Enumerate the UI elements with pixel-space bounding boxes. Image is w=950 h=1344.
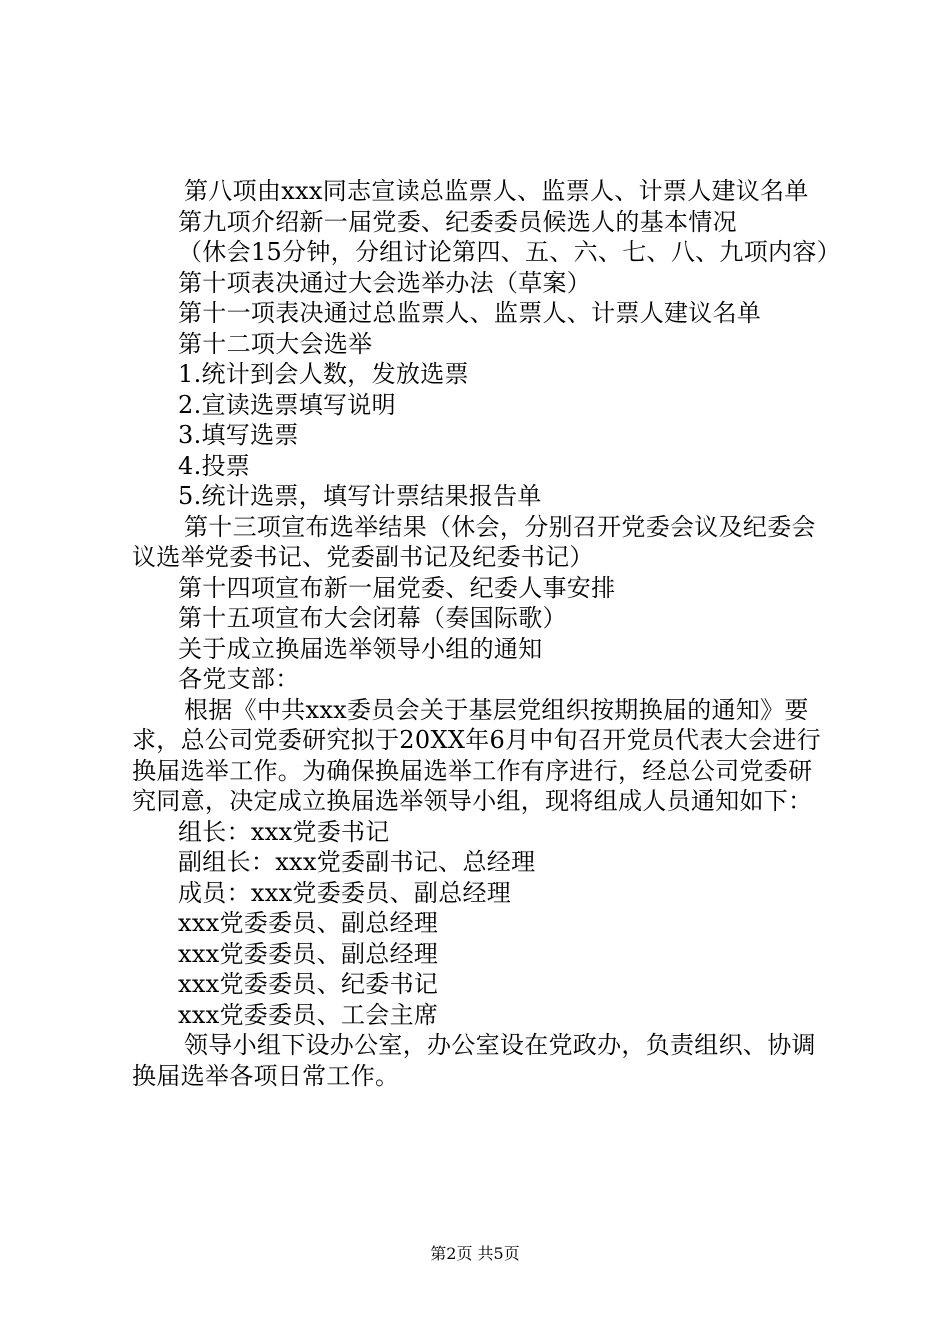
page-number-footer: 第2页 共5页 [430, 1244, 520, 1263]
paragraph: 第九项介绍新一届党委、纪委委员候选人的基本情况 [178, 207, 737, 236]
paragraph: 第十四项宣布新一届党委、纪委人事安排 [178, 573, 616, 602]
paragraph: xxx党委委员、副总经理 [178, 909, 439, 937]
paragraph: xxx党委委员、纪委书记 [178, 970, 439, 998]
paragraph: 3.填写选票 [178, 421, 299, 449]
paragraph: 第十二项大会选举 [178, 329, 373, 358]
paragraph: （休会15分钟，分组讨论第四、五、六、七、八、九项内容） [178, 238, 841, 266]
paragraph: 关于成立换届选举领导小组的通知 [178, 634, 543, 663]
paragraph: 第八项由xxx同志宣读总监票人、监票人、计票人建议名单 [184, 177, 809, 205]
paragraph: 2.宣读选票填写说明 [178, 390, 396, 419]
paragraph: 5.统计选票，填写计票结果报告单 [178, 482, 542, 510]
paragraph: 组长：xxx党委书记 [178, 817, 390, 846]
paragraph: 成员：xxx党委委员、副总经理 [178, 878, 512, 907]
paragraph: 第十一项表决通过总监票人、监票人、计票人建议名单 [178, 299, 762, 327]
paragraph: xxx党委委员、工会主席 [178, 1000, 439, 1029]
paragraph: 第十三项宣布选举结果（休会，分别召开党委会议及纪委会议选举党委书记、党委副书记及纪委书记） [132, 512, 816, 571]
document-body [132, 176, 841, 1091]
paragraph: 4.投票 [178, 451, 251, 480]
paragraph: 副组长：xxx党委副书记、总经理 [178, 848, 536, 876]
paragraph: 领导小组下设办公室，办公室设在党政办，负责组织、协调换届选举各项日常工作。 [132, 1031, 816, 1090]
paragraph: 1.统计到会人数，发放选票 [178, 360, 469, 388]
paragraph: 各党支部： [178, 665, 300, 693]
paragraph: 第十项表决通过大会选举办法（草案） [178, 268, 592, 297]
paragraph: 第十五项宣布大会闭幕（奏国际歌） [178, 604, 567, 632]
paragraph: 根据《中共xxx委员会关于基层党组织按期换届的通知》要求，总公司党委研究拟于20XX年6月中旬召开党员代表大会进行换届选举工作。为确保换届选举工作有序进行，经总公司党委研究同意，决定成立换届选举领导小组，现将组成人员通知如下： [132, 695, 821, 815]
paragraph: xxx党委委员、副总经理 [178, 939, 439, 968]
